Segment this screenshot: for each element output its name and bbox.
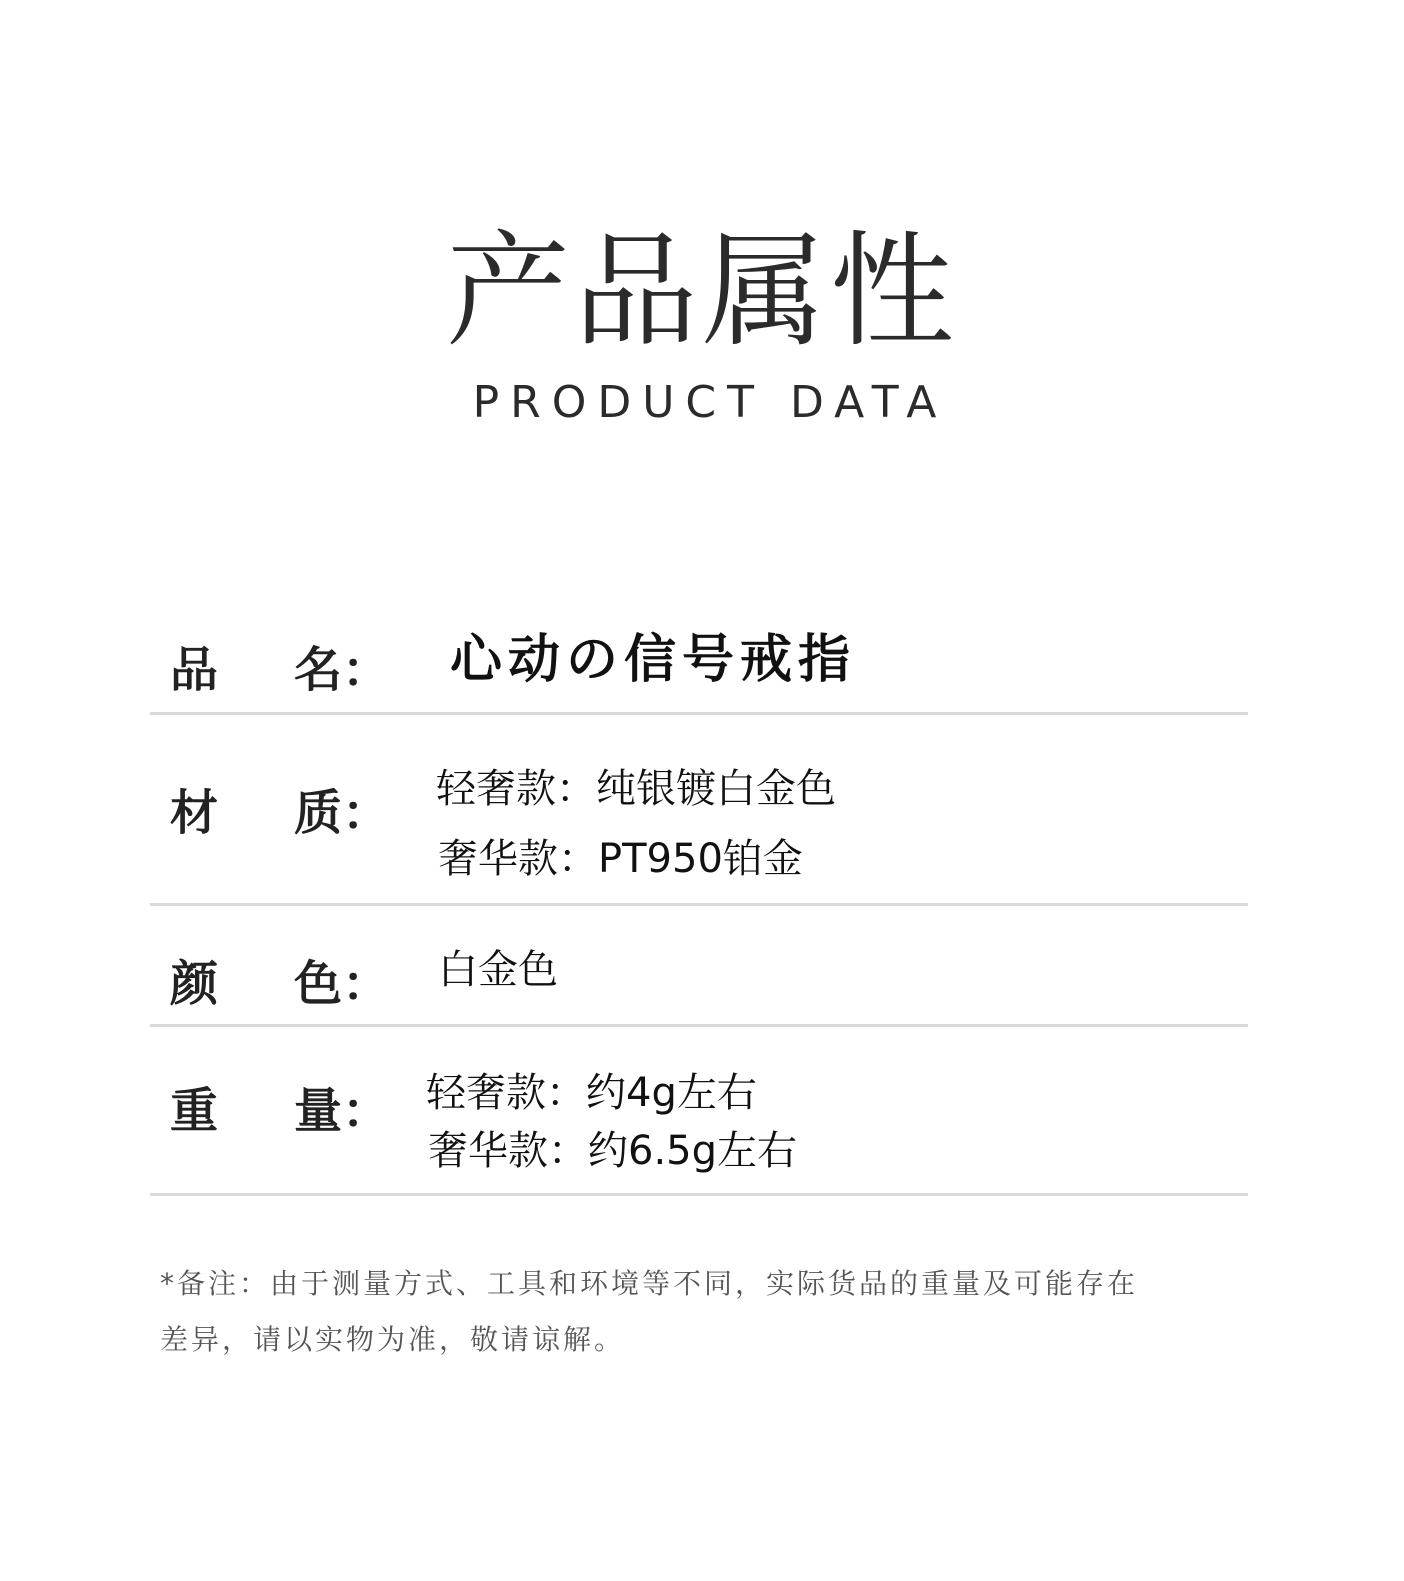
product-name: 心动の信号戒指: [450, 629, 857, 690]
page-subtitle: PRODUCT DATA: [472, 377, 948, 428]
material-value-light: 轻奢款：纯银镀白金色: [436, 766, 836, 812]
color-value: 白金色: [438, 947, 558, 993]
spec-row-material: 材 质： 轻奢款：纯银镀白金色 奢华款：PT950铂金: [150, 715, 1248, 906]
spec-row-color: 颜 色： 白金色: [150, 906, 1248, 1027]
spec-row-name: 品 名： 心动の信号戒指: [150, 612, 1248, 715]
disclaimer-note: [160, 1256, 1210, 1368]
material-value-luxury: 奢华款：PT950铂金: [438, 836, 803, 882]
weight-value-luxury: 奢华款：约6.5g左右: [428, 1128, 798, 1174]
spec-row-weight: 重 量： 轻奢款：约4g左右 奢华款：约6.5g左右: [150, 1027, 1248, 1196]
weight-value-light: 轻奢款：约4g左右: [426, 1070, 757, 1116]
note-line-2: 差异，请以实物为准，敬请谅解。: [160, 1323, 626, 1356]
page-title: 产品属性: [445, 220, 958, 364]
spec-table: [150, 612, 1248, 1196]
note-line-1: *备注：由于测量方式、工具和环境等不同，实际货品的重量及可能存在: [160, 1267, 1139, 1300]
